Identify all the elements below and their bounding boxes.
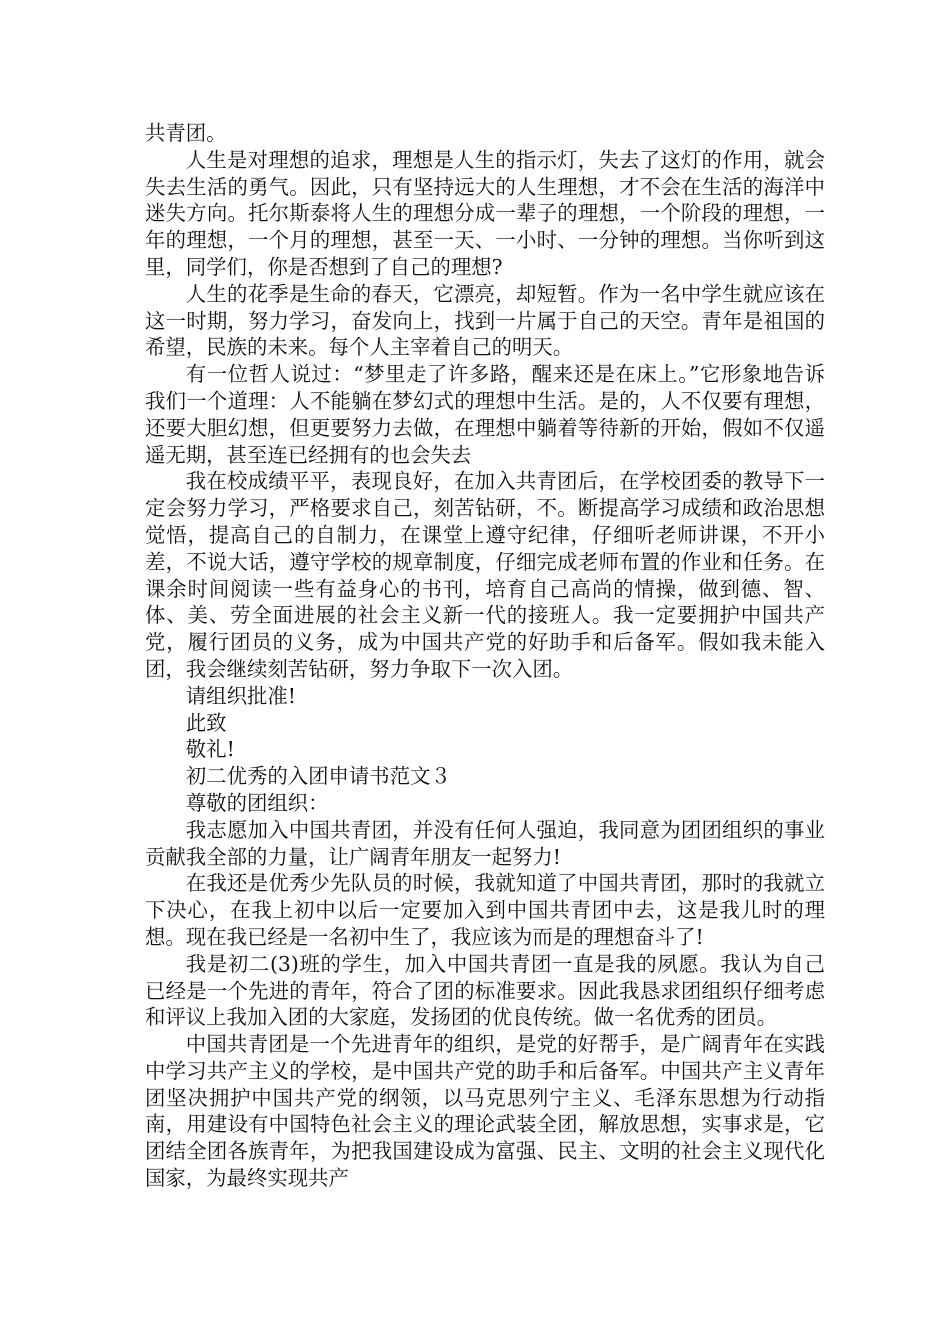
paragraph: 共青团。: [145, 121, 227, 145]
paragraph: 人生的花季是生命的春天，它漂亮，却短暂。作为一名中学生就应该在这一时期，努力学习，奋发向上，找到一片属于自己的天空。青年是祖国的希望，民族的未来。每个人主宰着自己的明天。: [145, 281, 825, 360]
closing-salutation: 此致: [185, 710, 227, 735]
paragraph: 人生是对理想的追求，理想是人生的指示灯，失去了这灯的作用，就会失去生活的勇气。因此，只有坚持远大的人生理想，才不会在生活的海洋中迷失方向。托尔斯泰将人生的理想分成一辈子的理想，一个阶段的理想，一年的理想，一个月的理想，甚至一天、一小时、一分钟的理想。当你听到这里，同学们，你是否想到了自己的理想?: [145, 147, 825, 279]
document-page: [145, 120, 825, 1192]
paragraph: 我志愿加入中国共青团，并没有任何人强迫，我同意为团团组织的事业贡献我全部的力量，让广阔青年朋友一起努力!: [145, 817, 825, 869]
paragraph: 中国共青团是一个先进青年的组织，是党的好帮手，是广阔青年在实践中学习共产主义的学校，是中国共产党的助手和后备军。中国共产主义青年团坚决拥护中国共产党的纲领，以马克思列宁主义、毛泽东思想为行动指南，用建设有中国特色社会主义的理论武装全团，解放思想，实事求是，它团结全团各族青年，为把我国建设成为富强、民主、文明的社会主义现代化国家，为最终实现共产: [145, 1032, 825, 1191]
closing-request: 请组织批准!: [185, 683, 296, 708]
paragraph: 在我还是优秀少先队员的时候，我就知道了中国共青团，那时的我就立下决心，在我上初中以后一定要加入到中国共青团中去，这是我儿时的理想。现在我已经是一名初中生了，我应该为而是的理想奋斗了!: [145, 871, 825, 949]
greeting: 尊敬的团组织：: [185, 790, 329, 815]
paragraph: 有一位哲人说过：“梦里走了许多路，醒来还是在床上。”它形象地告诉我们一个道理：人不能躺在梦幻式的理想中生活。是的，人不仅要有理想，还要大胆幻想，但更要努力去做，在理想中躺着等待新的开始，假如不仅遥遥无期，甚至连已经拥有的也会失去: [145, 362, 825, 467]
paragraph: 我在校成绩平平，表现良好，在加入共青团后，在学校团委的教导下一定会努力学习，严格要求自己，刻苦钻研，不。断提高学习成绩和政治思想觉悟，提高自己的自制力，在课堂上遵守纪律，仔细听老师讲课，不开小差，不说大话，遵守学校的规章制度，仔细完成老师布置的作业和任务。在课余时间阅读一些有益身心的书刊，培育自己高尚的情操，做到德、智、体、美、劳全面进展的社会主义新一代的接班人。我一定要拥护中国共产党，履行团员的义务，成为中国共产党的好助手和后备军。假如我未能入团，我会继续刻苦钻研，努力争取下一次入团。: [145, 469, 825, 681]
closing-regards: 敬礼!: [185, 737, 235, 762]
paragraph: 我是初二(3)班的学生，加入中国共青团一直是我的夙愿。我认为自己已经是一个先进的青年，符合了团的标准要求。因此我恳求团组织仔细考虑和评议上我加入团的大家庭，发扬团的优良传统。做一名优秀的团员。: [145, 951, 825, 1030]
section-title: 初二优秀的入团申请书范文３: [185, 764, 451, 789]
